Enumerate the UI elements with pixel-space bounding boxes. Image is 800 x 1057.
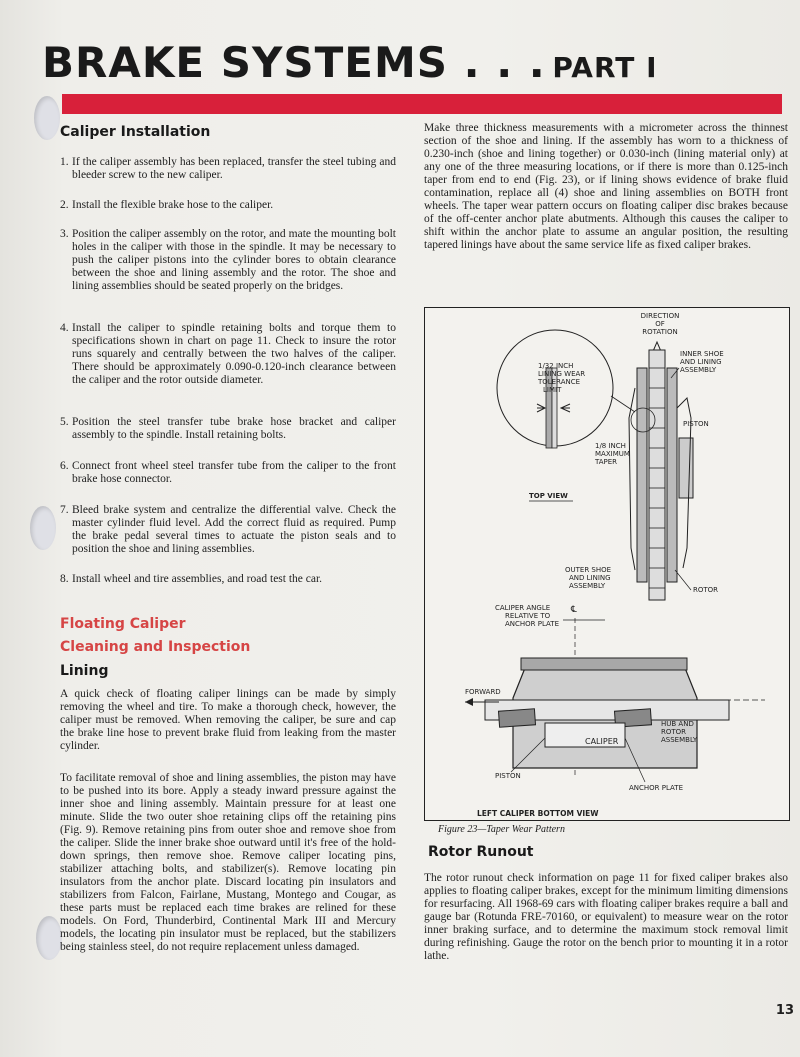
step-number: 2.: [60, 199, 69, 211]
svg-text:ANCHOR PLATE: ANCHOR PLATE: [505, 620, 560, 628]
outer-shoe: [637, 368, 647, 582]
cleaning-inspection-heading: Cleaning and Inspection: [60, 639, 251, 655]
taper-label: 1/8 INCH: [595, 442, 626, 450]
svg-text:AND LINING: AND LINING: [569, 574, 611, 582]
tolerance-label: 1/32 INCH: [538, 362, 574, 370]
centerline-mark: ℄: [571, 605, 577, 615]
step-number: 5.: [60, 416, 69, 428]
direction-label: OF: [655, 320, 665, 328]
step-text: Bleed brake system and centralize the differential valve. Check the master cylinder fluid level. Add the correct fluid as required. Pump the brake pedal several times to actuate the piston seals and to position the shoe and lining assemblies.: [72, 504, 396, 555]
title-part: PART I: [552, 51, 658, 84]
taper-wear-diagram: [425, 308, 789, 820]
step-number: 1.: [60, 156, 69, 168]
step-text: Position the steel transfer tube brake hose bracket and caliper assembly to the spindle. Install retaining bolts.: [72, 416, 396, 441]
rotor-runout-heading: Rotor Runout: [428, 844, 534, 860]
svg-text:ASSEMBLY: ASSEMBLY: [661, 736, 698, 744]
step-5: [60, 416, 396, 442]
step-number: 8.: [60, 573, 69, 585]
forward-arrow-icon: [465, 698, 473, 706]
svg-text:LIMIT: LIMIT: [543, 386, 562, 394]
arrow-left-icon: [561, 404, 570, 412]
step-text: Install the flexible brake hose to the caliper.: [72, 199, 274, 211]
caliper-angle-label: CALIPER ANGLE: [495, 604, 551, 612]
piston-top-view: [679, 438, 693, 498]
figure-caption: Figure 23—Taper Wear Pattern: [438, 824, 565, 835]
svg-text:TOLERANCE: TOLERANCE: [538, 378, 581, 386]
bottom-view-label: LEFT CALIPER BOTTOM VIEW: [477, 809, 599, 818]
caliper-installation-heading: Caliper Installation: [60, 124, 211, 140]
figure-23-diagram: [424, 307, 790, 821]
top-view-label: TOP VIEW: [529, 492, 568, 500]
step-number: 3.: [60, 228, 69, 240]
piston-bottom-label: PISTON: [495, 772, 521, 780]
step-text: If the caliper assembly has been replaced, transfer the steel tubing and bleeder screw to the new caliper.: [72, 156, 396, 181]
svg-text:AND LINING: AND LINING: [680, 358, 722, 366]
header-accent-bar: [62, 94, 782, 114]
arrow-right-icon: [537, 404, 545, 412]
binder-hole: [30, 506, 56, 550]
step-text: Install wheel and tire assemblies, and road test the car.: [72, 573, 323, 585]
svg-text:LINING WEAR: LINING WEAR: [538, 370, 586, 378]
outer-shoe-label: OUTER SHOE: [565, 566, 612, 574]
svg-text:MAXIMUM: MAXIMUM: [595, 450, 630, 458]
rotor-runout-paragraph: The rotor runout check information on page 11 for fixed caliper brakes also applies to floating caliper brakes, except for the minimum limiting dimensions for resurfacing. All 1968-69 cars with floating caliper brakes require a ball and gauge bar (Rotunda FRE-70160, or equivalent) to measure wear on the rotor inner braking surface, and to determine the maximum stock removal limit during refinishing. Gauge the rotor on the bench prior to mounting it in a rotor lathe.: [424, 872, 788, 962]
hub-label: HUB AND: [661, 720, 694, 728]
direction-label: DIRECTION: [640, 312, 680, 320]
svg-text:RELATIVE TO: RELATIVE TO: [505, 612, 551, 620]
step-6: [60, 460, 396, 486]
step-4: [60, 322, 396, 387]
lining-paragraph-1: A quick check of floating caliper linings can be made by simply removing the wheel and tire. To make a thorough check, however, the caliper must be removed. When removing the caliper, be sure and cap the brake line hose to prevent brake fluid from leaking from the master cylinder.: [60, 688, 396, 752]
caliper-label: CALIPER: [585, 737, 619, 746]
binder-hole: [36, 916, 62, 960]
anchor-plate-label: ANCHOR PLATE: [629, 784, 684, 792]
step-8: [60, 573, 396, 586]
step-text: Install the caliper to spindle retaining bolts and torque them to specifications shown in chart on page 11. Check to insure the rotor runs squarely and centrally between the two halves of the caliper. There should be approximately 0.090-0.120-inch clearance between the caliper and the rotor outside diameter.: [72, 322, 396, 386]
measurement-paragraph: Make three thickness measurements with a micrometer across the thinnest section of the shoe and lining. If the assembly has worn to a thickness of 0.230-inch (shoe and lining together) or 0.030-inch (lining material only) at any one of the three measuring locations, or if there is more than 0.125-inch taper from end to end (Fig. 23), or if lining shows evidence of brake fluid contamination, replace all (4) shoe and lining assemblies on BOTH front wheels. The taper wear pattern occurs on floating caliper disc brakes because of the off-center anchor plate abutments. Although this causes the caliper to shift within the anchor plate to assume an angular position, the resulting tapered linings have about the same service life as fixed caliper brakes.: [424, 122, 788, 251]
step-7: [60, 504, 396, 556]
inner-shoe-label: INNER SHOE: [680, 350, 724, 358]
step-2: [60, 199, 396, 212]
svg-text:ASSEMBLY: ASSEMBLY: [569, 582, 606, 590]
svg-text:ASSEMBLY: ASSEMBLY: [680, 366, 717, 374]
step-number: 6.: [60, 460, 69, 472]
title-main: BRAKE SYSTEMS . . .: [42, 38, 546, 87]
lining-heading: Lining: [60, 663, 109, 679]
binder-hole: [34, 96, 60, 140]
step-text: Position the caliper assembly on the rotor, and mate the mounting bolt holes in the caliper with those in the spindle. It may be necessary to push the caliper pistons into the cylinder bores to obtain clearance between the shoe and lining assembly and the rotor. The shoe and lining assemblies should be seated properly on the bridges.: [72, 228, 396, 292]
piston-label: PISTON: [683, 420, 709, 428]
step-text: Connect front wheel steel transfer tube from the caliper to the front brake hose connector.: [72, 460, 396, 485]
step-number: 4.: [60, 322, 69, 334]
floating-caliper-heading: Floating Caliper: [60, 616, 186, 632]
step-1: [60, 156, 396, 182]
svg-text:TAPER: TAPER: [595, 458, 618, 466]
rotor-label: ROTOR: [693, 586, 719, 594]
svg-text:ROTOR: ROTOR: [661, 728, 687, 736]
anchor-plate-top: [521, 658, 687, 670]
inner-shoe: [667, 368, 677, 582]
page-number: 13: [775, 1003, 794, 1018]
step-number: 7.: [60, 504, 69, 516]
step-3: [60, 228, 396, 293]
lining-paragraph-2: To facilitate removal of shoe and lining assemblies, the piston may have to be pushed into its bore. Apply a steady inward pressure against the inner shoe and lining assembly. Maintain pressure for at least one minute. Slide the two outer shoe retaining clips off the retaining pins (Fig. 9). Remove retaining pins from outer shoe and remove shoe from the caliper. Slide the inner brake shoe outward until it's free of the hold-down springs, then remove shoe. Remove caliper locating pins, stabilizer attaching bolts, and stabilizer(s). Remove locating pin insulators from the anchor plate. Discard locating pin insulators and stabilizers from Falcon, Fairlane, Mustang, Montego and Cougar, as these parts must be replaced each time brakes are relined for these models. On Ford, Thunderbird, Continental Mark III and Mercury models, the locating pin insulator must be replaced, but the stabilizers being stainless steel, do not require replacement unless damaged.: [60, 772, 396, 953]
rotor-disc: [649, 350, 665, 600]
page-title: [42, 38, 658, 87]
direction-label: ROTATION: [642, 328, 678, 336]
forward-label: FORWARD: [465, 688, 501, 696]
